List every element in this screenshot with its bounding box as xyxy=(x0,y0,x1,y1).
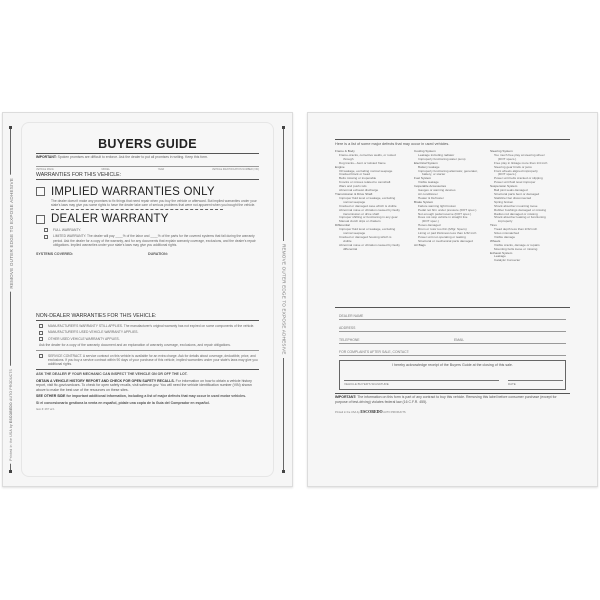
defect-item: battery, or starter xyxy=(422,172,446,177)
non-dealer-heading: NON-DEALER WARRANTIES FOR THIS VEHICLE: xyxy=(36,313,259,321)
ask-copy-text: Ask the dealer for a copy of the warranty document and an explanation of warranty coverage, exclusions, and repair obligations. xyxy=(39,343,231,348)
defect-item: Radius rod damaged or missing xyxy=(494,211,538,216)
service-contract-option[interactable]: SERVICE CONTRACT. A service contract on this vehicle is available for an extra charge. Ask for details about coverage, deductible, price, and exclusions. If you buy a service contract within 90 days of your purchase of this vehicle, implied warranties under your state's laws may give you additional rights. xyxy=(39,354,259,367)
checkbox[interactable] xyxy=(39,324,43,328)
acknowledgment-text: I hereby acknowledge receipt of the Buyers Guide at the closing of this sale. xyxy=(392,363,513,368)
right-adhesive-strip xyxy=(279,113,289,486)
telephone-email-row xyxy=(339,332,566,344)
defect-item: Leakage including radiator xyxy=(418,152,455,157)
vehicle-make-field[interactable]: VEHICLE MAKE xyxy=(36,167,54,171)
vin-field[interactable]: VEHICLE IDENTIFICATION NUMBER (VIN) xyxy=(212,167,259,171)
defect-item: Shock absorber mounting loose xyxy=(494,203,538,208)
limited-warranty-option[interactable]: LIMITED WARRANTY. The dealer will pay ____% of the labor and ____% of the parts for the covered systems that fail during the warranty period. Ask the dealer for a copy of the warranty, and for any documents that explain warranty coverage, exclusions, and the dealer's repair obligations. Implied warranties under your state's laws may give you additional rights. xyxy=(44,234,259,247)
defect-item: normal seepage xyxy=(343,231,366,236)
escobedo-logo: ESCOBEDO xyxy=(360,409,383,415)
defect-category: Frame & Body xyxy=(335,149,355,153)
defect-item: Structural parts bent or damaged xyxy=(494,191,540,196)
buyers-guide-front xyxy=(2,112,293,487)
duration-label: DURATION: xyxy=(148,252,168,257)
defect-item: Drum or rotor too thin (Mfgr. Specs) xyxy=(418,227,467,232)
defect-category: Inoperable Accessories xyxy=(414,184,446,189)
defects-column-3 xyxy=(490,150,570,263)
defect-item: Abnormal noise or vibration caused by faulty xyxy=(339,242,400,247)
defect-category: Exhaust System xyxy=(490,250,513,255)
defect-item: Failure warning light broken xyxy=(418,203,457,208)
date-field[interactable]: DATE xyxy=(508,380,563,386)
checkbox[interactable] xyxy=(39,331,43,335)
left-adhesive-strip xyxy=(6,113,16,486)
defect-category: Steering System xyxy=(490,149,513,153)
defect-item: improperly xyxy=(498,219,513,224)
email-field[interactable]: EMAIL xyxy=(454,338,465,343)
defect-item: Free play in linkage more than 1/4 inch xyxy=(494,160,548,165)
defect-item: Not enough pedal reserve (DOT spec.) xyxy=(418,211,472,216)
implied-warranties-option[interactable] xyxy=(36,186,259,198)
history-report-text: OBTAIN A VEHICLE HISTORY REPORT AND CHECK FOR OPEN SAFETY RECALLS. For information on how to obtain a vehicle history report, visit ftc.gov/usedcars. To check for open safety recalls, visit safercar.gov. You will need the vehicle identification number (VIN) shown above to make the best use of the resources on these sites. xyxy=(36,378,252,392)
vehicle-fields xyxy=(36,166,259,171)
defect-item: Improper shifting or functioning in any gear xyxy=(339,215,398,220)
defect-category: Electrical System xyxy=(414,160,438,165)
important-notice: IMPORTANT: Spoken promises are difficult to enforce. Ask the dealer to put all promises in writing. Keep this form. xyxy=(36,155,208,159)
telephone-field[interactable]: TELEPHONE xyxy=(339,338,360,343)
defect-category: Transmission & Drive Shaft xyxy=(335,191,373,196)
defect-item: Front wheels aligned improperly xyxy=(494,168,538,173)
defect-item: Cracked block or head xyxy=(339,172,370,177)
divider xyxy=(51,209,223,210)
defect-item: Structural or mechanical parts damaged xyxy=(418,238,473,243)
other-used-warranty-option[interactable]: OTHER USED VEHICLE WARRANTY APPLIES. xyxy=(39,337,259,341)
printed-by-vertical: Printed in the USA by ESCOBEDO AUTO PRODUCTS xyxy=(9,366,13,464)
dealer-warranty-option[interactable] xyxy=(36,213,259,225)
remove-edge-text: REMOVE OUTER EDGE TO EXPOSE ADHESIVE xyxy=(9,175,14,292)
defect-item: Mounting bolts loose or missing xyxy=(494,246,538,251)
defects-column-2 xyxy=(414,150,489,263)
defect-category: Brake System xyxy=(414,199,434,204)
defect-item: Pedal not firm under pressure (DOT spec.) xyxy=(418,207,477,212)
defect-item: Abnormal exhaust discharge xyxy=(339,188,379,193)
defect-item: Ball joint seals damaged xyxy=(494,188,528,193)
checkbox[interactable] xyxy=(39,354,43,358)
defect-item: Leakage xyxy=(494,254,506,259)
complaints-contact-field[interactable]: FOR COMPLAINTS AFTER SALE, CONTACT: xyxy=(339,344,566,356)
defect-item: Stabilizer bar disconnected xyxy=(494,195,532,200)
warranties-heading: WARRANTIES FOR THIS VEHICLE: xyxy=(36,172,259,180)
dealer-warranty-label: DEALER WARRANTY xyxy=(51,213,169,226)
defect-item: Abnormal noise or vibration caused by faulty xyxy=(339,207,400,212)
limited-warranty-checkbox[interactable] xyxy=(44,235,48,239)
model-field[interactable]: MODEL xyxy=(101,167,110,171)
dealer-warranty-checkbox[interactable] xyxy=(36,215,45,224)
defect-item: Cracked or damaged case which is visible xyxy=(339,203,397,208)
defect-item: Rubber bushings damaged or missing xyxy=(494,207,547,212)
defect-item: Power unit fluid level improper xyxy=(494,180,536,185)
defect-item: Spring broken xyxy=(494,199,514,204)
defect-item: Improperly functioning alternator, generator, xyxy=(418,168,478,173)
defect-item: Frame-cracks, corrective welds, or rusted xyxy=(339,152,396,157)
defect-item: Lining or pad thickness less than 1/32 inch xyxy=(418,231,477,236)
defect-item: Battery leakage xyxy=(418,164,440,169)
defect-item: Knocks or misses related to camshaft xyxy=(339,180,391,185)
defect-item: Visible damage xyxy=(494,234,516,239)
defect-item: Gauges or warning devices xyxy=(418,188,456,193)
defect-item: Sizes mismatched xyxy=(494,231,520,236)
defect-item: Improper fluid level or leakage, excluding xyxy=(339,227,396,232)
defect-item: Does not stop vehicle in straight line xyxy=(418,215,468,220)
acknowledgment-box xyxy=(339,360,566,390)
manufacturer-warranty-option[interactable]: MANUFACTURER'S WARRANTY STILL APPLIES. The manufacturer's original warranty has not expired on some components of the vehicle. xyxy=(39,324,259,328)
defect-item: (DOT specs.) xyxy=(498,172,517,177)
year-field[interactable]: YEAR xyxy=(157,167,165,171)
defect-item: Power unit belts cracked or slipping xyxy=(494,176,543,181)
full-warranty-checkbox[interactable] xyxy=(44,228,48,232)
implied-warranties-label: IMPLIED WARRANTIES ONLY xyxy=(51,185,215,198)
defect-item: differential xyxy=(343,246,358,251)
systems-blank-area[interactable] xyxy=(36,256,259,312)
implied-warranties-checkbox[interactable] xyxy=(36,187,45,196)
defect-category: Engine xyxy=(335,164,345,169)
printed-by: Printed in the USA by ESCOBEDO AUTO PRODUCTS xyxy=(335,409,406,415)
defect-item: Belts missing or inoperable xyxy=(339,176,377,181)
defect-item: Power unit not operating or leaking xyxy=(418,234,466,239)
defect-item: Air conditioner xyxy=(418,191,438,196)
defect-item: Shock absorber leaking or functioning xyxy=(494,215,546,220)
defect-category: Cooling System xyxy=(414,149,436,153)
defect-item: Oil leakage, excluding normal seepage xyxy=(339,168,393,173)
dealer-name-field[interactable]: DEALER NAME xyxy=(339,308,566,320)
manufacturer-used-warranty-option[interactable]: MANUFACTURER'S USED VEHICLE WARRANTY APPLIES. xyxy=(39,330,259,334)
defect-category: Tires xyxy=(490,223,497,228)
ask-mechanic-text: ASK THE DEALER IF YOUR MECHANIC CAN INSPECT THE VEHICLE ON OR OFF THE LOT. xyxy=(36,372,188,377)
defect-item: Wars and push rods xyxy=(339,184,367,189)
see-other-side-text: SEE OTHER SIDE for important additional information, including a list of major defects that may occur in used motor vehicles. xyxy=(36,394,247,399)
defects-list xyxy=(335,150,570,263)
defects-column-1 xyxy=(335,150,413,263)
defect-item: Dog tracks—bent or twisted frame xyxy=(339,160,386,165)
defect-item: Catalytic Converter xyxy=(494,258,521,263)
defect-item: transmission or drive shaft xyxy=(343,211,380,216)
full-warranty-option[interactable]: FULL WARRANTY. xyxy=(44,228,259,232)
defect-item: Improper fluid level or leakage, excluding xyxy=(339,195,396,200)
important-notice: IMPORTANT: The information on this form is part of any contract to buy this vehicle. Removing this label before consumer purchase (except for purpose of test-driving) violates federal law (16 C.F.R. 455). xyxy=(335,395,557,405)
defect-item: Hoses damaged xyxy=(418,223,441,228)
defect-item: normal seepage xyxy=(343,199,366,204)
defect-item: Manual clutch slips or chatters xyxy=(339,219,381,224)
defect-category: Suspension System xyxy=(490,184,518,189)
defect-item: (DOT spec.) xyxy=(422,219,439,224)
implied-warranties-text: The dealer doesn't make any promises to fix things that need repair when you buy the vehicle or afterward. But implied warranties under your state's laws may give you some rights to have the dealer take care of serious problems that were not apparent when you bought the vehicle. xyxy=(51,198,257,207)
defect-item: Improperly functioning water pump xyxy=(418,156,466,161)
defect-item: (DOT specs.) xyxy=(498,156,517,161)
remove-edge-text: REMOVE OUTER EDGE TO EXPOSE ADHESIVE xyxy=(282,241,287,358)
defect-item: visible xyxy=(343,238,352,243)
defect-item: Steering gear binds or jams xyxy=(494,164,532,169)
defect-category: Air Bags xyxy=(414,242,426,247)
defect-category: Differential xyxy=(335,223,350,228)
buyers-guide-back xyxy=(307,112,598,487)
checkbox[interactable] xyxy=(39,337,43,341)
address-field[interactable]: ADDRESS xyxy=(339,320,566,332)
defects-intro: Here is a list of some major defects that may occur in used vehicles. xyxy=(335,142,450,146)
systems-covered-label: SYSTEMS COVERED: xyxy=(36,252,74,257)
spanish-notice: Si el concesionario gestiona la venta en español, pídale una copia de la Guía del Comprador en español. xyxy=(36,400,210,405)
defect-item: Visible cracks, damage or repairs xyxy=(494,242,540,247)
buyer-signature-field[interactable]: VEHICLE BUYER'S SIGNATURE xyxy=(344,380,499,386)
defect-item: Too much free play at steering wheel xyxy=(494,152,545,157)
page-title: BUYERS GUIDE xyxy=(98,137,197,151)
defect-item: Cracked or damaged housing which is xyxy=(339,234,392,239)
defect-category: Wheels xyxy=(490,238,501,243)
form-number: Item #: 267 v2.1 xyxy=(36,408,55,412)
defect-item: Visible leakage xyxy=(418,180,439,185)
defect-item: through xyxy=(343,156,354,161)
defect-item: Tread depth less than 2/32 inch xyxy=(494,227,538,232)
defect-category: Fuel System xyxy=(414,176,432,181)
defect-item: Heater & Defroster xyxy=(418,195,444,200)
guide-frame xyxy=(21,122,274,477)
